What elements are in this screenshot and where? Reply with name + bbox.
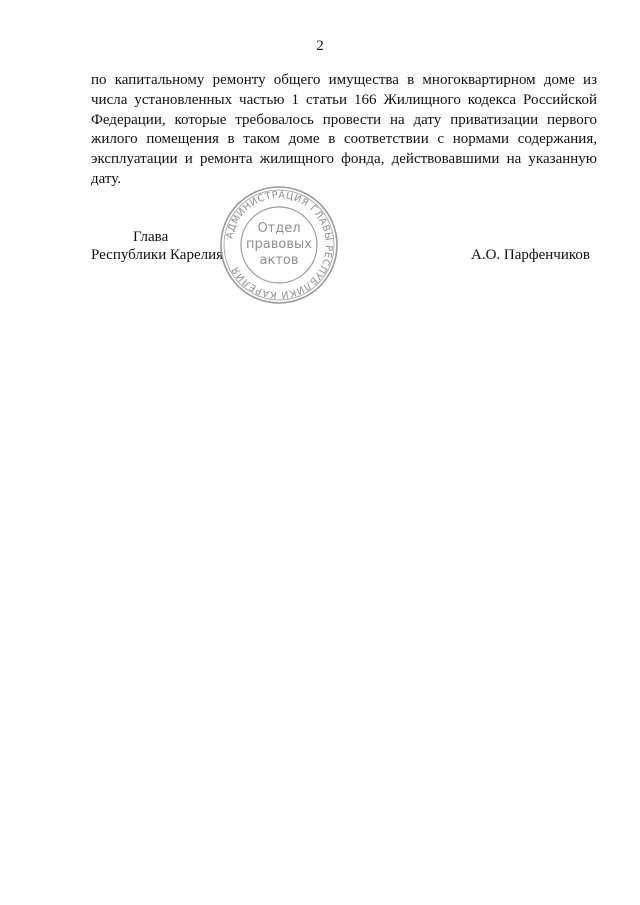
page-number: 2 (316, 38, 324, 54)
signer-name: А.О. Парфенчиков (471, 247, 590, 263)
body-text: по капитальному ремонту общего имущества в многоквартирном доме из числа установленных частью 1 статьи 166 Жилищного кодекса Российской Федерации, которые требовалось провести на дату приватизации первого жилого помещения в таком доме в соответствии с нормами содержания, эксплуатации и ремонта жилищного фонда, действовавшими на указанную дату. (91, 72, 597, 187)
department-stamp (218, 184, 340, 306)
stamp-ring-text-path: АДМИНИСТРАЦИЯ ГЛАВЫ РЕСПУБЛИКИ КАРЕЛИЯ (224, 189, 335, 301)
stamp-graphic (218, 184, 340, 306)
stamp-center-line2: правовых (246, 237, 312, 252)
stamp-center-line3: актов (259, 253, 299, 268)
signature-block (91, 228, 223, 264)
stamp-center-line1: Отдел (257, 221, 301, 236)
signature-title-line2: Республики Карелия (91, 247, 224, 263)
signature-title-line1: Глава (133, 229, 169, 245)
